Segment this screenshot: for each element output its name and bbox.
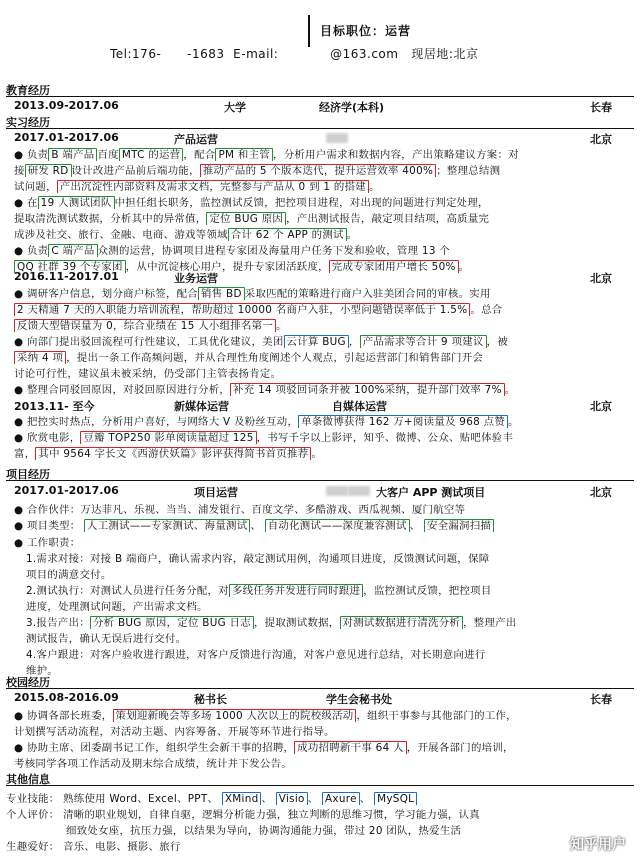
skill-tool: MySQL: [374, 792, 417, 805]
highlight-box: 19 人测试团队: [38, 196, 115, 209]
highlight-box: 补充 14 项驳回词条并被 100%采纳，提升部门效率 7%: [230, 383, 505, 396]
highlight-box: QQ 社群 39 个专家团: [14, 260, 126, 273]
section-rule: [6, 688, 634, 689]
text-segment: 。: [276, 320, 287, 332]
text-segment: 2.测试执行：对测试人员进行任务分配，对: [26, 585, 229, 597]
section-internship: 实习经历: [6, 116, 50, 129]
campus-line: [14, 755, 630, 770]
text-segment: 。: [311, 448, 323, 460]
highlight-box: 合计 62 个 APP 的测试: [228, 228, 347, 241]
project-line: [26, 662, 640, 677]
text-segment: ，产出测试报告，敲定项目结项，高质量完: [286, 213, 490, 225]
text-segment: ，整理产出: [463, 617, 517, 629]
text-segment: ● 向部门提出驳回流程可行性建议，工具优化建议，美团: [14, 336, 284, 348]
job-line: [14, 317, 630, 332]
evaluation-line-2: 细致处女座，抗压力强，以结果为导向，协调沟通能力强，带过 20 团队，热爱生活: [66, 825, 462, 837]
project-role: 项目运营: [194, 486, 238, 499]
highlight-box: 分析 BUG 原因，定位 BUG 日志: [90, 616, 254, 629]
project-line: [26, 582, 640, 597]
text-segment: 项目的满意交付。: [26, 569, 112, 581]
job-line: [14, 226, 630, 241]
job-line: [14, 445, 630, 460]
campus-line: [14, 739, 630, 754]
text-segment: ，分析用户需求和数据内容，产出策略建议方案：对: [273, 149, 519, 161]
text-segment: 。: [368, 181, 380, 193]
job-line: [14, 349, 630, 364]
text-segment: ，从中沉淀核心用户，提升专家团活跃度，: [125, 261, 329, 273]
project-type: 人工测试——专家测试、海量测试: [84, 519, 250, 532]
text-segment: 众测的运营，协调项目进程专家团及海量用户任务下发和验收，管理 13 个: [97, 245, 451, 257]
job-header: [14, 398, 626, 412]
project-line: [26, 598, 640, 613]
section-project: 项目经历: [6, 468, 50, 481]
job-line: [14, 381, 630, 396]
campus-city: 长春: [590, 693, 612, 706]
text-segment: 。: [346, 229, 358, 241]
text-segment: ，组织干事参与其他部门的工作，: [356, 710, 517, 722]
text-segment: 百度: [97, 149, 119, 161]
job-line: [14, 146, 630, 161]
edu-period: 2013.09-2017.06: [14, 99, 119, 112]
job-period: 2013.11- 至今: [14, 400, 95, 413]
highlight-box: 豆瓣 TOP250 影单阅读量超过 125: [80, 431, 256, 444]
edu-school: 大学: [224, 101, 246, 114]
skill-tool: XMind: [222, 792, 262, 805]
project-line: [26, 630, 640, 645]
text-segment: ● 调研客户信息，划分商户标签，配合: [14, 288, 199, 300]
section-rule: [6, 128, 634, 129]
evaluation-line: [6, 806, 622, 821]
text-segment: ，监控测试反馈，把控项目: [363, 585, 492, 597]
highlight-box: 对测试数据进行清洗分析: [340, 616, 464, 629]
job-role: 产品运营: [174, 133, 218, 146]
text-segment: 3.报告产出：: [26, 617, 90, 629]
skills-line: 专业技能： 熟练使用 Word、Excel、PPT、 XMind 、 Visio 、 Axure 、 MySQL: [6, 790, 622, 805]
text-segment: ，提取测试数据，: [253, 617, 340, 629]
job-city: 北京: [590, 133, 612, 146]
highlight-box: C 端产品: [48, 244, 97, 257]
project-type: 安全漏洞扫描: [424, 519, 494, 532]
section-rule: [6, 96, 634, 97]
section-rule: [6, 480, 634, 481]
text-segment: 计划撰写活动流程，对活动主题、内容筹备、开展等环节进行指导。: [14, 726, 335, 738]
section-education: 教育经历: [6, 84, 50, 97]
highlight-box: PM 和主管: [215, 148, 273, 161]
campus-org: 学生会秘书处: [326, 693, 392, 706]
blurred-text: [326, 484, 370, 497]
job-city: 北京: [590, 272, 612, 285]
job-role-secondary: 自媒体运营: [332, 400, 387, 413]
edu-city: 长春: [590, 101, 612, 114]
hobby-line: [6, 838, 622, 853]
blurred-company: [326, 131, 348, 144]
job-line: [14, 413, 630, 428]
job-line: [14, 178, 630, 193]
watermark: 知乎用户: [570, 837, 626, 853]
text-segment: ，被: [486, 336, 509, 348]
section-campus: 校园经历: [6, 676, 50, 689]
job-line: [14, 365, 630, 380]
highlight-box: B 端产品: [48, 148, 97, 161]
project-line: [26, 614, 640, 629]
text-segment: ● 整理合同驳回原因，对驳回原因进行分析，: [14, 384, 231, 396]
text-segment: 4.客户跟进：对客户验收进行跟进，对客户反馈进行沟通，对客户意见进行总结，对长期意向进行: [26, 649, 486, 661]
campus-line: [14, 723, 630, 738]
highlight-box: 策划迎新晚会等多场 1000 人次以上的院校级活动: [113, 709, 357, 722]
highlight-box: 销售 BD: [198, 287, 245, 300]
campus-role: 秘书长: [194, 693, 227, 706]
highlight-box: 反馈大型错误量为 0，综合业绩在 15 人小组排名第一: [14, 319, 276, 332]
text-segment: ，: [348, 336, 360, 348]
highlight-box: 云计算 BUG: [284, 335, 349, 348]
eval-text: 清晰的职业规划，自律自驱，逻辑分析能力强，独立判断的思维习惯，学习能力强，认真: [63, 809, 480, 821]
job-line: [14, 301, 630, 316]
text-segment: 。总合: [470, 304, 503, 316]
text-segment: ● 协调各部长班委，: [14, 710, 113, 722]
text-segment: 接: [14, 165, 25, 177]
skills-text: 熟练使用 Word、Excel、PPT、: [63, 793, 219, 805]
text-segment: ，配合: [183, 149, 216, 161]
highlight-box: 产品需求等合计 9 项建议: [360, 335, 487, 348]
project-header: [14, 484, 626, 498]
job-period: 2017.01-2017.06: [14, 131, 119, 144]
highlight-box: 定位 BUG 原因: [206, 212, 286, 225]
highlight-box: 2 天精通 7 天的入职能力培训流程，帮助超过 10000 名商户入驻，小型问题错误率低于 1.5%: [14, 303, 470, 316]
job-line: [14, 194, 630, 209]
type-label: ● 项目类型：: [14, 520, 81, 532]
text-segment: 。: [504, 384, 516, 396]
text-segment: 讨论可行性，建议虽未被采纳，仍受部门主管表扬肯定。: [14, 368, 282, 380]
text-segment: 进度，处理测试问题，产出需求文档。: [26, 601, 208, 613]
highlight-box: 完成专家团用户增长 50%: [329, 260, 459, 273]
process-label: ● 工作职责：: [14, 537, 81, 549]
text-segment: ，书写千字以上影评，知乎、微博、公众、贴吧体验丰: [256, 432, 514, 444]
section-rule: [6, 785, 634, 786]
text-segment: 试问题，: [14, 181, 57, 193]
job-role: 新媒体运营: [174, 400, 229, 413]
project-types: ● 项目类型： 人工测试——专家测试、海量测试 、 自动化测试——深度兼容测试 、 安全漏洞扫描: [14, 517, 630, 532]
contact-line: Tel:176- -1683 E-mail: @163.com 现居地:北京: [110, 47, 479, 61]
highlight-box: 采纳 4 项: [14, 351, 66, 364]
text-segment: ● 欣赏电影，: [14, 432, 81, 444]
project-line: [26, 566, 640, 581]
text-segment: ● 在: [14, 197, 38, 209]
job-line: [14, 285, 630, 300]
section-other: 其他信息: [6, 773, 50, 786]
target-position: 目标职位：运营: [320, 24, 412, 38]
text-segment: ，开展各部门的培训，: [406, 742, 514, 754]
job-line: [14, 242, 630, 257]
text-segment: 考核同学各项工作活动及期末综合成绩，统计并下发公告。: [14, 758, 292, 770]
text-segment: 测试报告，确认无误后进行交付。: [26, 633, 187, 645]
job-header: [14, 270, 626, 284]
highlight-box: 其中 9564 字长文《西游伏妖篇》影评获得简书首页推荐: [35, 447, 311, 460]
project-type: 自动化测试——深度兼容测试: [265, 519, 410, 532]
campus-line: [14, 707, 630, 722]
title-divider: [308, 15, 310, 47]
edu-major: 经济学(本科): [319, 101, 385, 114]
text-segment: ；整理总结测: [436, 165, 501, 177]
project-city: 北京: [590, 486, 612, 499]
highlight-box: MTC 的运营: [119, 148, 184, 161]
project-partners: ● 合作伙伴：万达菲凡、乐视、当当、浦发银行、百度文学、多酷游戏、西瓜视频、厦门航空等: [14, 504, 466, 516]
project-line: [26, 646, 640, 661]
text-segment: ● 协助主席、团委副书记工作，组织学生会新干事的招聘，: [14, 742, 295, 754]
hobby-text: 音乐、电影、摄影、旅行: [63, 841, 181, 853]
job-role: 业务运营: [174, 272, 218, 285]
highlight-box: 推动产品的 5 个版本迭代，提升运营效率 400%: [200, 164, 436, 177]
job-line: [14, 429, 630, 444]
project-name: 大客户 APP 测试项目: [376, 486, 486, 499]
text-segment: 。: [458, 261, 470, 273]
job-city: 北京: [590, 400, 612, 413]
text-segment: 提取清洗测试数据，分析其中的异常值，: [14, 213, 207, 225]
text-segment: ● 负责: [14, 245, 49, 257]
highlight-box: 研发 RD: [25, 164, 72, 177]
text-segment: ，提出一条工作高频问题，并从合理性角度阐述个人观点，引起运营部门和销售部门开会: [66, 352, 484, 364]
skill-tool: Axure: [322, 792, 360, 805]
project-line: [26, 550, 640, 565]
project-period: 2017.01-2017.06: [14, 484, 119, 497]
eval-label: 个人评价：: [6, 809, 60, 821]
job-line: [14, 333, 630, 348]
highlight-box: 多线任务并发进行同时跟进: [229, 584, 363, 597]
text-segment: 设计改进产品前后端功能，: [71, 165, 200, 177]
highlight-box: 成功招聘新干事 64 人: [294, 741, 407, 754]
campus-period: 2015.08-2016.09: [14, 691, 119, 704]
text-segment: 1.需求对接：对接 B 端商户，确认需求内容，敲定测试用例，沟通项目进度，反馈测试问题，保障: [26, 553, 490, 565]
text-segment: 维护。: [26, 665, 59, 677]
text-segment: ● 负责: [14, 149, 49, 161]
text-segment: 中担任组长职务，监控测试反馈，把控项目进程，对出现的问题进行判定处理，: [114, 197, 489, 209]
skill-tool: Visio: [276, 792, 308, 805]
job-header: [14, 131, 626, 145]
campus-header: [14, 691, 626, 705]
text-segment: 采取匹配的策略进行商户入驻美团合同的审核。实用: [244, 288, 491, 300]
text-segment: ● 把控实时热点，分析用户喜好，与网络大 V 及粉丝互动，: [14, 416, 299, 428]
job-period: 2016.11-2017.01: [14, 270, 119, 283]
job-line: [14, 210, 630, 225]
highlight-box: 产出沉淀性内部资料及需求文档，完整参与产品从 0 到 1 的搭建: [57, 180, 369, 193]
text-segment: 。: [508, 416, 519, 428]
skills-label: 专业技能：: [6, 793, 60, 805]
education-header: [14, 99, 626, 113]
hobby-label: 生趣爱好：: [6, 841, 60, 853]
text-segment: 成涉及社交、旅行、金融、电商、游戏等领域: [14, 229, 228, 241]
text-segment: 富，: [14, 448, 36, 460]
highlight-box: 单条微博获得 162 万+阅读量及 968 点赞: [298, 415, 508, 428]
job-line: [14, 162, 630, 177]
